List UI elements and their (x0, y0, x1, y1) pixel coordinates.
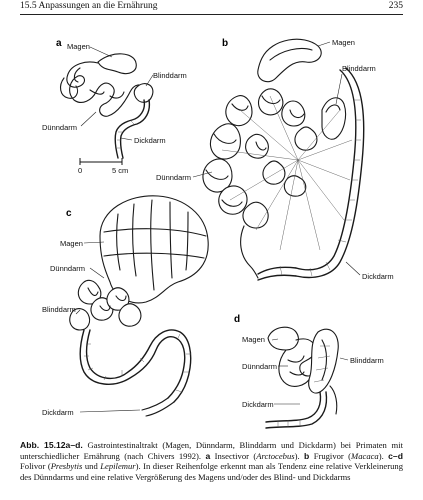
figure-caption (20, 440, 403, 482)
panel-a (42, 38, 187, 175)
panel-c-letter: c (66, 208, 72, 219)
panel-b-label-duenndarm: Dünndarm (156, 173, 192, 182)
caption-text-8: ). In dieser Reihenfolge erkennt man als Tendenz eine relative Verkleinerung des Dünndarms und eine relative Vergrößerung des Magens und/oder des Blind- und Dickdarms (20, 461, 403, 482)
panel-d-label-duenndarm: Dünndarm (242, 362, 278, 371)
caption-letters-cd: c–d (388, 450, 403, 461)
caption-heading: Abb. 15.12a–d. (20, 440, 83, 450)
caption-text-2: Insectivor ( (210, 450, 257, 461)
panel-d (234, 314, 384, 428)
running-head: 15.5 Anpassungen an die Ernährung (20, 1, 158, 11)
panel-a-label-duenndarm: Dünndarm (42, 123, 78, 132)
panel-c-label-duenndarm: Dünndarm (50, 264, 86, 273)
caption-letter-b: b (304, 450, 310, 461)
panel-a-label-blinddarm: Blinddarm (153, 71, 187, 80)
panel-a-label-magen: Magen (67, 42, 90, 51)
caption-text-3: ). (294, 450, 305, 461)
panel-d-label-magen: Magen (242, 335, 265, 344)
caption-text-5: ). (378, 450, 389, 461)
caption-letter-a: a (205, 450, 211, 461)
caption-genus-lepilemur: Lepilemur (100, 461, 136, 472)
panel-d-label-dickdarm: Dickdarm (242, 400, 274, 409)
panel-a-letter: a (56, 38, 62, 49)
scale-bar-start: 0 (78, 166, 83, 175)
panel-b-label-blinddarm: Blinddarm (342, 64, 376, 73)
panel-d-label-blinddarm: Blinddarm (350, 356, 384, 365)
panel-c (42, 196, 208, 417)
caption-genus-presbytis: Presbytis (50, 461, 83, 472)
caption-genus-macaca: Macaca (351, 450, 379, 461)
scale-bar (78, 158, 128, 175)
page-number: 235 (388, 1, 403, 11)
panel-b-drawing (203, 39, 364, 280)
caption-text-6: Folivor ( (20, 461, 51, 472)
panel-d-drawing (266, 327, 338, 428)
panel-b-label-magen: Magen (332, 38, 355, 47)
panel-c-label-magen: Magen (60, 239, 83, 248)
panel-a-label-dickdarm: Dickdarm (134, 136, 166, 145)
caption-genus-arctocebus: Arctocebus (256, 450, 295, 461)
caption-text-1: Gastrointestinaltrakt (Magen, Dünndarm, Blinddarm und Dickdarm) bei Primaten mit unterschiedlicher Ernährung (nach Chivers 1992). (20, 440, 403, 461)
panel-b-label-dickdarm: Dickdarm (362, 272, 394, 281)
panel-c-drawing (70, 196, 208, 416)
caption-text-4: Frugivor ( (309, 450, 352, 461)
panel-c-label-dickdarm: Dickdarm (42, 408, 74, 417)
panel-d-letter: d (234, 314, 241, 325)
caption-text-7: und (82, 461, 101, 472)
scale-bar-end: 5 cm (112, 166, 129, 175)
panel-c-label-blinddarm: Blinddarm (42, 305, 76, 314)
panel-b-letter: b (222, 38, 229, 49)
